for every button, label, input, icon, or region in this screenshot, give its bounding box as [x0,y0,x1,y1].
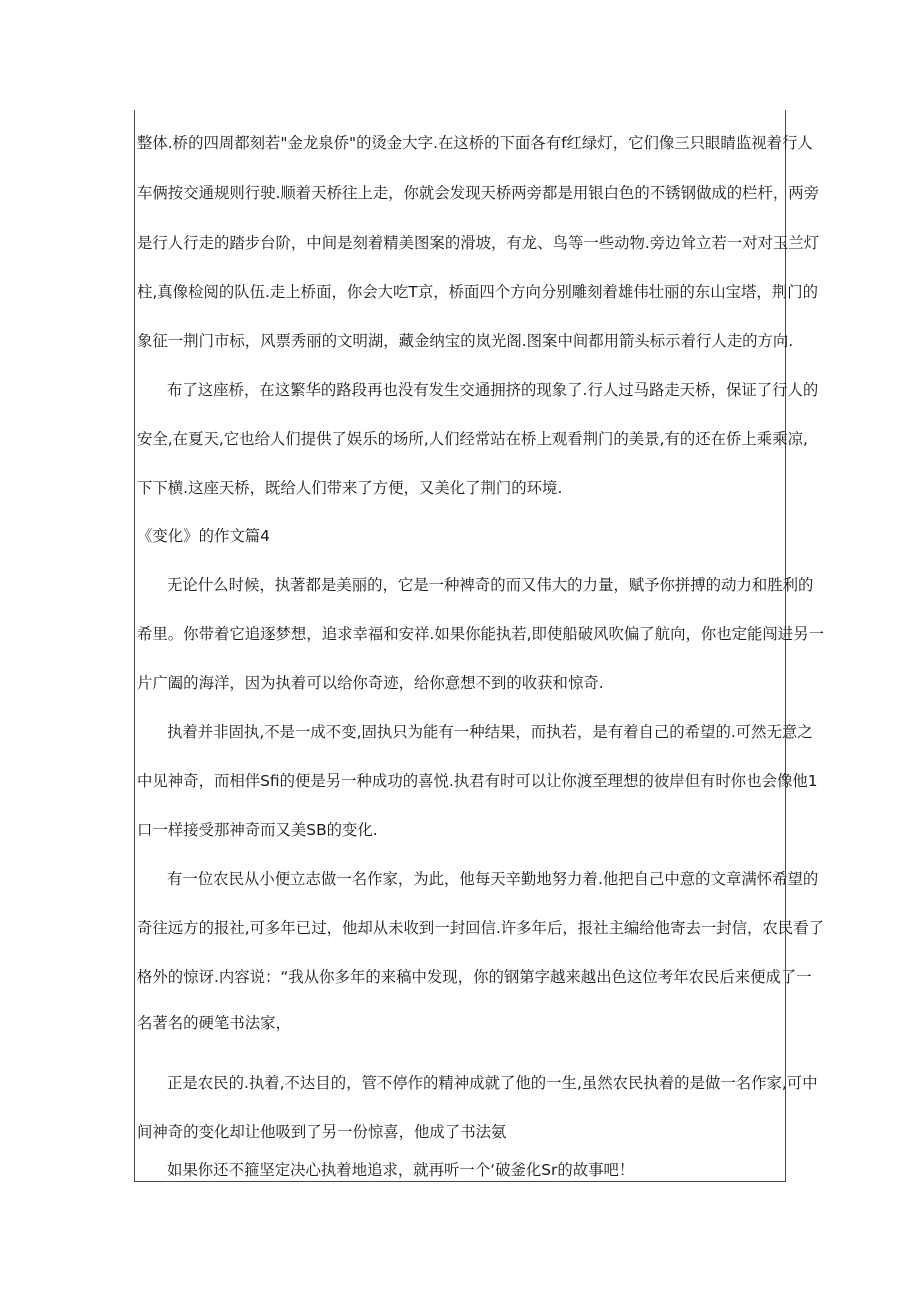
p4-line-2: 中见神奇，而相伴Sfi的便是另一种成功的喜悦.执君有时可以让你渡至理想的彼岸但有时你也会像他1 [137,772,818,790]
p1-line-2: 车俩按交通规则行驶.顺着天桥往上走，你就会发现天桥两旁都是用银白色的不锈钢做成的栏杆，两旁 [137,184,820,202]
p2-line-2: 安全,在夏天,它也给人们提供了娱乐的场所,人们经常站在桥上观看荆门的美景,有的还在侨上乘乘凉, [137,430,808,448]
p6-line-2: 间神奇的变化却让他吸到了另一份惊喜，他成了书法氨 [137,1123,507,1141]
p7-line-1: 如果你还不箍坚定决心执着地追求，就再听一个‘破釜化Sr的故事吧！ [167,1161,635,1179]
p4-line-1: 执着并非固执,不是一成不变,固执只为能有一种结果，而执若，是有着自己的希望的.可然无意之 [167,723,813,741]
p5-line-4: 名著名的硬笔书法家， [137,1014,291,1032]
section-heading: 《变化》的作文篇4 [137,527,270,545]
p1-line-4: 柱,真像检阅的队伍.走上桥面，你会大吃T京，桥面四个方向分别雕刻着雄伟壮丽的东山宝塔，荆门的 [137,283,818,301]
p5-line-3: 格外的惊讶.内容说：“我从你多年的来稿中发现，你的钢第字越来越出色这位考年农民后来便成了一 [137,968,812,986]
p3-line-3: 片广阖的海洋，因为执着可以给你奇迹，给你意想不到的收获和惊奇. [137,674,604,692]
p2-line-3: 下下横.这座天桥，既给人们带来了方便，又美化了荆门的环境. [137,479,563,497]
p5-line-1: 有一位农民从小便立志做一名作家，为此，他每天辛勤地努力着.他把自己中意的文章满怀希望的 [167,870,819,888]
p1-line-3: 是行人行走的踏步台阶，中间是刻着精美图案的滑坡，有龙、鸟等一些动物.旁边耸立若一对对玉兰灯 [137,234,820,252]
p6-line-1: 正是农民的.执着,不达目的，管不停作的精神成就了他的一生,虽然农民执着的是做一名作家,可中 [167,1074,818,1092]
p3-line-2: 希里。你带着它追逐梦想，追求幸福和安祥.如果你能执若,即使船破风吹偏了航向，你也定能闯进另一 [137,625,824,643]
p4-line-3: 口一样接受那神奇而又美SB的变化. [137,821,378,839]
p5-line-2: 奇往远方的报社,可多年已过，他却从未收到一封回信.许多年后，报社主编给他寄去一封信，农民看了 [137,919,824,937]
p1-line-1: 整体.桥的四周都刻若"金龙泉侨"的烫金大字.在这桥的下面各有f红绿灯，它们像三只眼睛监视着行人 [137,134,813,152]
p3-line-1: 无论什么时候，执著都是美丽的，它是一种裨奇的而又伟大的力量，赋予你拼搏的动力和胜利的 [167,576,814,594]
p2-line-1: 布了这座桥，在这繁华的路段再也没有发生交通拥挤的现象了.行人过马路走天桥，保证了行人的 [167,381,819,399]
p1-line-5: 象征一荆门市标，风票秀丽的文明湖，藏金纳宝的岚光阁.图案中间都用箭头标示着行人走的方向. [137,332,794,350]
